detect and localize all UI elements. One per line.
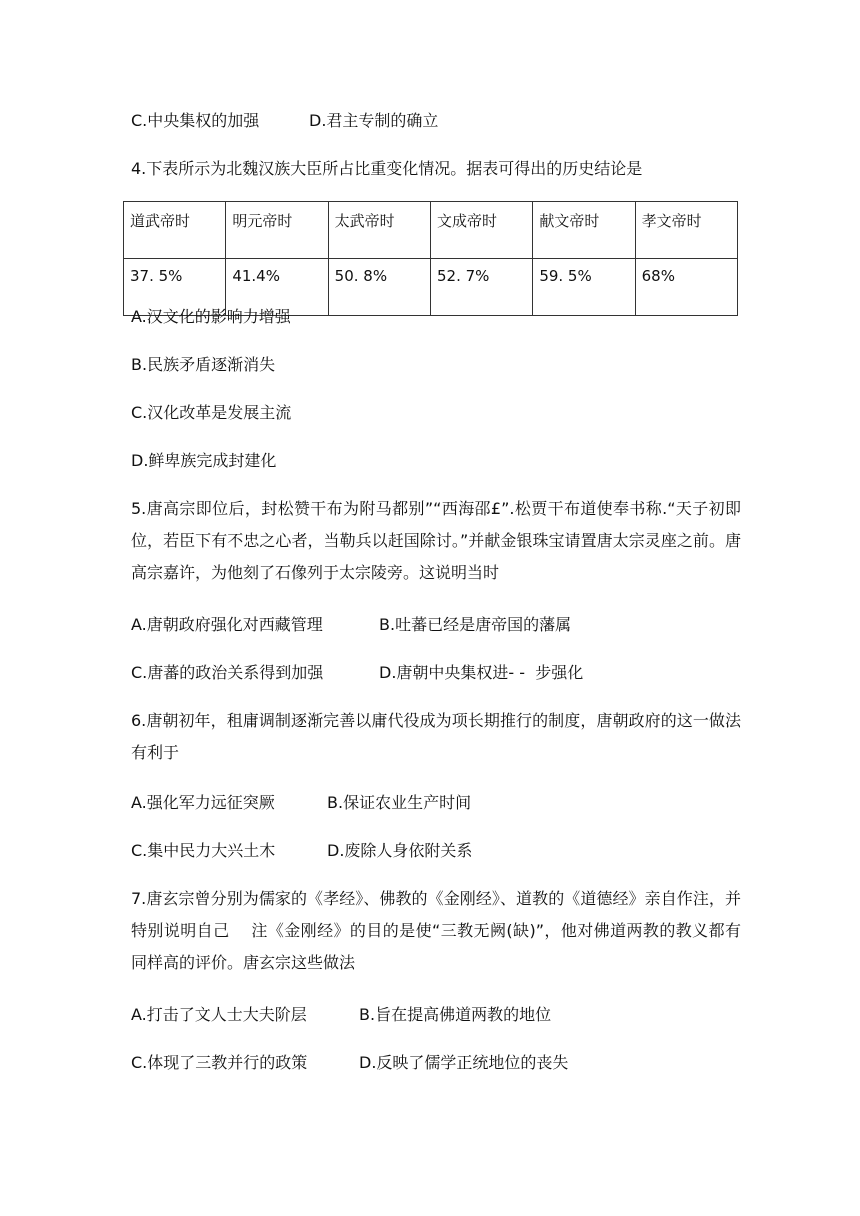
q4-stem: 4.下表所示为北魏汉族大臣所占比重变化情况。据表可得出的历史结论是 [131, 159, 643, 178]
table-value-cell: 59. 5% [533, 259, 635, 316]
q6-stem: 6.唐朝初年，租庸调制逐渐完善以庸代役成为项长期推行的制度，唐朝政府的这一做法有利于 [131, 711, 741, 762]
q5-option-d: D.唐朝中央集权进- - 步强化 [379, 663, 584, 682]
q3-option-d: D.君主专制的确立 [309, 111, 439, 130]
table-value-cell: 50. 8% [328, 259, 430, 316]
table-header-cell: 道武帝时 [124, 202, 226, 259]
q5-stem: 5.唐高宗即位后，封松赞干布为附马都别”“西海邵£”.松贾干布道使奉书称.“天子初即位，若臣下有不忠之心者，当勒兵以赶国除讨。”并献金银珠宝请置唐太宗灵座之前。唐高宗嘉许，为他刻了石像列于太宗陵旁。这说明当时 [131, 499, 741, 582]
q7-option-c: C.体现了三教并行的政策 [131, 1053, 308, 1072]
q7-option-d: D.反映了儒学正统地位的丧失 [359, 1053, 569, 1072]
table-header-cell: 明元帝时 [226, 202, 328, 259]
q4-option-d: D.鲜卑族完成封建化 [131, 451, 277, 470]
table-value-cell: 41.4% [226, 259, 328, 316]
q5-option-a: A.唐朝政府强化对西藏管理 [131, 615, 323, 634]
q7-stem: 7.唐玄宗曾分别为儒家的《孝经》、佛教的《金刚经》、道教的《道德经》亲自作注，并特别说明自己 注《金刚经》的目的是使“三教无阙(缺)”，他对佛道两教的教义都有同样高的评价。唐玄宗这些做法 [131, 889, 741, 972]
table-value-cell: 52. 7% [430, 259, 532, 316]
q6-option-d: D.废除人身依附关系 [327, 841, 473, 860]
table-header-cell: 太武帝时 [328, 202, 430, 259]
q5-option-b: B.吐蕃已经是唐帝国的藩属 [379, 615, 572, 634]
q6-option-b: B.保证农业生产时间 [327, 793, 472, 812]
q4-option-b: B.民族矛盾逐渐消失 [131, 355, 276, 374]
table-header-cell: 孝文帝时 [635, 202, 737, 259]
table-value-cell: 37. 5% [124, 259, 226, 316]
q4-option-a: A.汉文化的影响力增强 [131, 307, 291, 326]
q4-option-c: C.汉化改革是发展主流 [131, 403, 292, 422]
q7-option-a: A.打击了文人士大夫阶层 [131, 1005, 307, 1024]
q6-option-c: C.集中民力大兴土木 [131, 841, 276, 860]
q5-option-c: C.唐蕃的政治关系得到加强 [131, 663, 324, 682]
table-header-row [124, 202, 738, 259]
table-header-cell: 献文帝时 [533, 202, 635, 259]
table-header-cell: 文成帝时 [430, 202, 532, 259]
q6-option-a: A.强化军力远征突厥 [131, 793, 275, 812]
q4-table [123, 201, 738, 316]
q3-option-c: C.中央集权的加强 [131, 111, 260, 130]
q7-option-b: B.旨在提高佛道两教的地位 [359, 1005, 552, 1024]
table-value-cell: 68% [635, 259, 737, 316]
